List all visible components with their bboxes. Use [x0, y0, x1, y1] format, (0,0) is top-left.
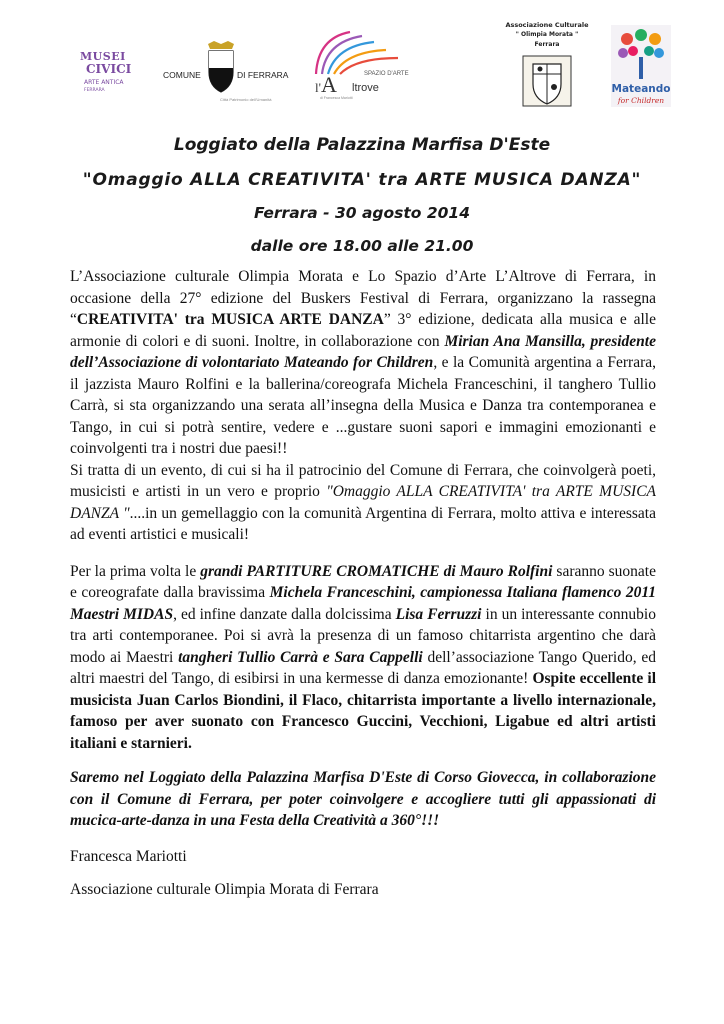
perf-text-1: Per la prima volta le — [70, 562, 201, 580]
event-text-1: Si tratta di un evento, di cui si ha il patrocinio del Comune di Ferrara, che coinvolgerà poeti, musicisti e artisti in un vero e proprio — [70, 461, 656, 500]
altrove-a: A — [320, 72, 337, 97]
perf-tangheri: tangheri Tullio Carrà e Sara Cappelli — [178, 648, 423, 666]
altrove-top: SPAZIO D'ARTE — [364, 71, 409, 77]
comune-subtitle: Città Patrimonio dell'Umanità — [220, 97, 272, 102]
closing-text: Saremo nel Loggiato della Palazzina Marfisa D'Este di Corso Giovecca, in collaborazione con il Comune di Ferrara, per poter coinvolgere e accogliere tutti gli appassionati di mucica-arte-danza in una Festa della Creatività a 360°!!! — [70, 769, 656, 829]
perf-text-2: saranno suonate e coreografate dalla bravissima — [70, 562, 656, 601]
altrove-rest: ltrove — [352, 82, 379, 94]
altrove-logo — [310, 30, 415, 100]
paragraph-intro — [70, 266, 656, 460]
perf-text-4: in un interessante connubio tra arti contemporanee. Poi si avrà la presenza di un famoso chitarrista argentino che darà modo ai Maestri — [70, 605, 656, 666]
perf-text-5: dell’associazione Tango Querido, ed altri maestri del Tango, di esibirsi in una kermesse di danza emozionante! — [70, 648, 656, 687]
paragraph-closing — [70, 767, 656, 832]
heading-date: Ferrara - 30 agosto 2014 — [254, 204, 470, 222]
musei-civici-line4: FERRARA — [84, 88, 105, 93]
olimpia-morata-logo — [497, 18, 597, 110]
event-text-2: ....in un gemellaggio con la comunità Argentina di Ferrara, molto attiva e interessata ad eventi artistici e musicali! — [70, 504, 656, 543]
perf-ferruzzi: Lisa Ferruzzi — [395, 605, 482, 623]
paragraph-performers — [70, 561, 656, 755]
perf-partiture: grandi PARTITURE CROMATICHE di Mauro Rolfini — [200, 562, 553, 580]
altrove-l: l' — [315, 80, 321, 95]
intro-bold-title: CREATIVITA' tra MUSICA ARTE DANZA — [76, 311, 384, 328]
heading-venue: Loggiato della Palazzina Marfisa D'Este — [173, 135, 551, 155]
olimpia-line2: " Olimpia Morata " — [515, 31, 579, 38]
musei-civici-line2: CIVICI — [86, 62, 132, 76]
crest-icon — [519, 54, 575, 108]
altrove-wordmark — [315, 72, 337, 98]
mateando-line1: Mateando — [611, 83, 671, 95]
comune-label: COMUNE — [163, 70, 201, 80]
olimpia-line3: Ferrara — [534, 41, 560, 48]
perf-franceschini: Michela Franceschini, campionessa Italiana flamenco 2011 Maestri MIDAS — [70, 584, 656, 623]
signature: Francesca Mariotti — [70, 847, 187, 865]
color-swoosh-icon — [310, 30, 415, 76]
musei-civici-logo — [80, 48, 142, 100]
mateando-logo — [611, 25, 671, 107]
mateando-line2: for Children — [617, 96, 665, 105]
musei-civici-line3: ARTE ANTICA — [84, 79, 124, 86]
perf-guest: Ospite eccellente il musicista Juan Carlos Biondini, il Flaco, chitarrista importante a livello internazionale, famoso per aver suonato con Francesco Guccini, Vecchioni, Ligabue ed altri artisti italiani e starnieri. — [70, 670, 656, 752]
heading-time: dalle ore 18.00 alle 21.00 — [250, 237, 474, 255]
paragraph-event — [70, 460, 656, 546]
olimpia-line1: Associazione Culturale — [505, 21, 589, 29]
intro-mansilla: Mirian Ana Mansilla, presidente dell’Associazione di volontariato Mateando for Children — [70, 332, 656, 371]
musei-civici-line1: MUSEI — [80, 50, 126, 63]
intro-text-2: ” 3° edizione, dedicata alla musica e alle armonie di colori e di suoni. Inoltre, in collaborazione con — [70, 311, 656, 350]
footer-association: Associazione culturale Olimpia Morata di Ferrara — [70, 881, 379, 898]
intro-text-1: L’Associazione culturale Olimpia Morata e Lo Spazio d’Arte L’Altrove di Ferrara, in occasione della 27° edizione del Buskers Festival di Ferrara, organizzano la rassegna “ — [70, 268, 656, 328]
event-italic-title: "Omaggio ALLA CREATIVITA' tra ARTE MUSICA DANZA " — [70, 483, 657, 522]
di-ferrara-label: DI FERRARA — [237, 70, 289, 80]
document-body — [70, 266, 656, 901]
comune-ferrara-logo — [160, 40, 290, 106]
children-tree-icon — [613, 27, 669, 81]
perf-text-3: , ed infine danzate dalla dolcissima — [173, 605, 396, 623]
logo-bar — [0, 0, 724, 120]
coat-of-arms-icon — [204, 40, 238, 94]
intro-text-3: , e la Comunità argentina a Ferrara, il jazzista Mauro Rolfini e la ballerina/coreografa Michela Franceschini, il tanghero Tullio Carrà, si sta organizzando una serata all’insegna della Musica e Danza tra contemporanea e Tango, in cui si potrà sentire, vedere e ...gustare suoni sapori e immagini emozionanti e coinvolgenti tra i nostri due paesi!! — [70, 354, 656, 457]
altrove-bottom: di Francesca Mariotti — [320, 96, 353, 100]
heading-event-title: "Omaggio ALLA CREATIVITA' tra ARTE MUSICA DANZA" — [82, 170, 642, 190]
